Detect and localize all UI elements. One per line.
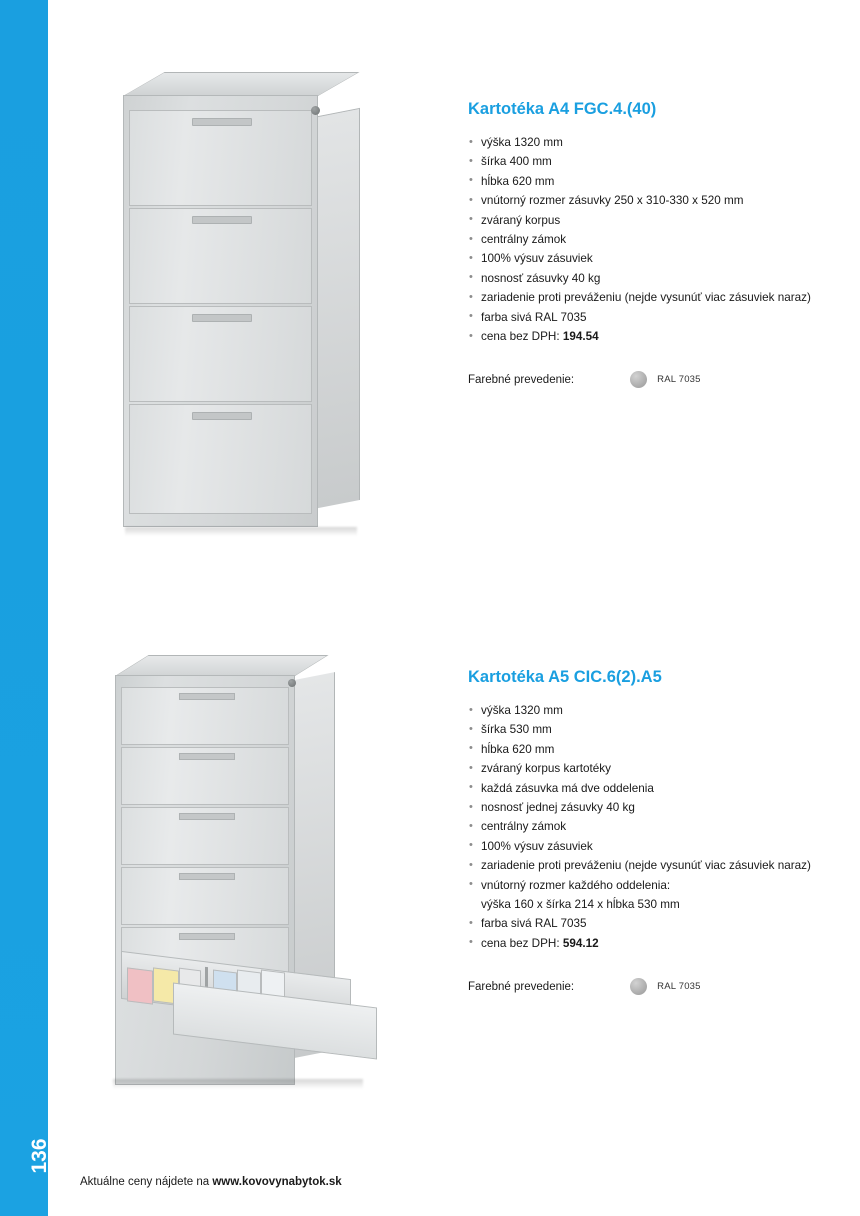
- cabinet-shadow: [113, 1079, 363, 1089]
- sidebar: [0, 0, 51, 1216]
- product-spec-list: [468, 701, 838, 953]
- product-spec-list: [468, 133, 838, 346]
- price-label: cena bez DPH:: [481, 936, 563, 950]
- spec-item: • výška 1320 mm: [468, 133, 838, 152]
- spec-item: • zváraný korpus: [468, 211, 838, 230]
- spec-item: • farba sivá RAL 7035: [468, 914, 838, 933]
- spec-item: • 100% výsuv zásuviek: [468, 837, 838, 856]
- spec-item: • šírka 530 mm: [468, 720, 838, 739]
- product-block-kartoteka-a4: [468, 100, 838, 388]
- index-card: [127, 967, 153, 1004]
- spec-item-price: [468, 934, 838, 953]
- product-image-kartoteka-a4: [115, 90, 365, 540]
- spec-item: • 100% výsuv zásuviek: [468, 249, 838, 268]
- cabinet-open-drawer: [121, 965, 381, 1050]
- spec-item: • šírka 400 mm: [468, 152, 838, 171]
- spec-item: • nosnosť jednej zásuvky 40 kg: [468, 798, 838, 817]
- color-swatch-icon: [630, 371, 647, 388]
- cabinet-drawer: [129, 208, 312, 304]
- cabinet-side-panel: [318, 108, 360, 508]
- spec-item: • centrálny zámok: [468, 230, 838, 249]
- cabinet-drawer: [121, 807, 289, 865]
- cabinet-drawer: [121, 747, 289, 805]
- cabinet-drawer: [129, 306, 312, 402]
- cabinet-drawer: [121, 687, 289, 745]
- spec-item: • každá zásuvka má dve oddelenia: [468, 779, 838, 798]
- product-title: Kartotéka A4 FGC.4.(40): [468, 100, 657, 118]
- spec-item: • vnútorný rozmer každého oddelenia:: [468, 876, 838, 895]
- spec-item: • centrálny zámok: [468, 817, 838, 836]
- footer-website-link[interactable]: www.kovovynabytok.sk: [212, 1176, 342, 1188]
- cabinet-drawer: [129, 404, 312, 514]
- color-swatch-label: RAL 7035: [657, 374, 701, 386]
- spec-item: • farba sivá RAL 7035: [468, 308, 838, 327]
- cabinet-drawer: [129, 110, 312, 206]
- color-option-label: Farebné prevedenie:: [468, 980, 575, 993]
- product-image-kartoteka-a5: [95, 665, 375, 1100]
- spec-item: • hĺbka 620 mm: [468, 740, 838, 759]
- spec-item: • vnútorný rozmer zásuvky 250 x 310-330 x 520 mm: [468, 191, 838, 210]
- cabinet-top-panel: [115, 655, 329, 676]
- lock-icon: [288, 679, 296, 687]
- spec-item: • výška 1320 mm: [468, 701, 838, 720]
- cabinet-top-panel: [123, 72, 360, 96]
- spec-item-price: [468, 327, 838, 346]
- spec-item: • hĺbka 620 mm: [468, 172, 838, 191]
- cabinet-drawer: [121, 867, 289, 925]
- price-value: 594.12: [562, 936, 599, 950]
- spec-item-continuation: výška 160 x šírka 214 x hĺbka 530 mm: [481, 898, 680, 912]
- spec-item: • zváraný korpus kartotéky: [468, 759, 838, 778]
- footer: [80, 1176, 342, 1188]
- color-option-label: Farebné prevedenie:: [468, 373, 575, 386]
- spec-item: • nosnosť zásuvky 40 kg: [468, 269, 838, 288]
- price-value: 194.54: [562, 330, 599, 344]
- footer-text: Aktuálne ceny nájdete na: [80, 1176, 213, 1188]
- page-number: 136: [28, 1138, 51, 1174]
- cabinet-shadow: [125, 527, 357, 536]
- color-swatch-icon: [630, 978, 647, 995]
- lock-icon: [311, 106, 320, 115]
- color-swatch-label: RAL 7035: [657, 981, 701, 993]
- spec-item: • zariadenie proti preváženiu (nejde vysunúť viac zásuviek naraz): [468, 288, 838, 307]
- price-label: cena bez DPH:: [481, 330, 563, 344]
- product-title: Kartotéka A5 CIC.6(2).A5: [468, 668, 662, 686]
- spec-item: • zariadenie proti preváženiu (nejde vysunúť viac zásuviek naraz): [468, 856, 838, 875]
- color-option-row: [468, 978, 838, 995]
- color-option-row: [468, 371, 838, 388]
- product-block-kartoteka-a5: [468, 668, 838, 995]
